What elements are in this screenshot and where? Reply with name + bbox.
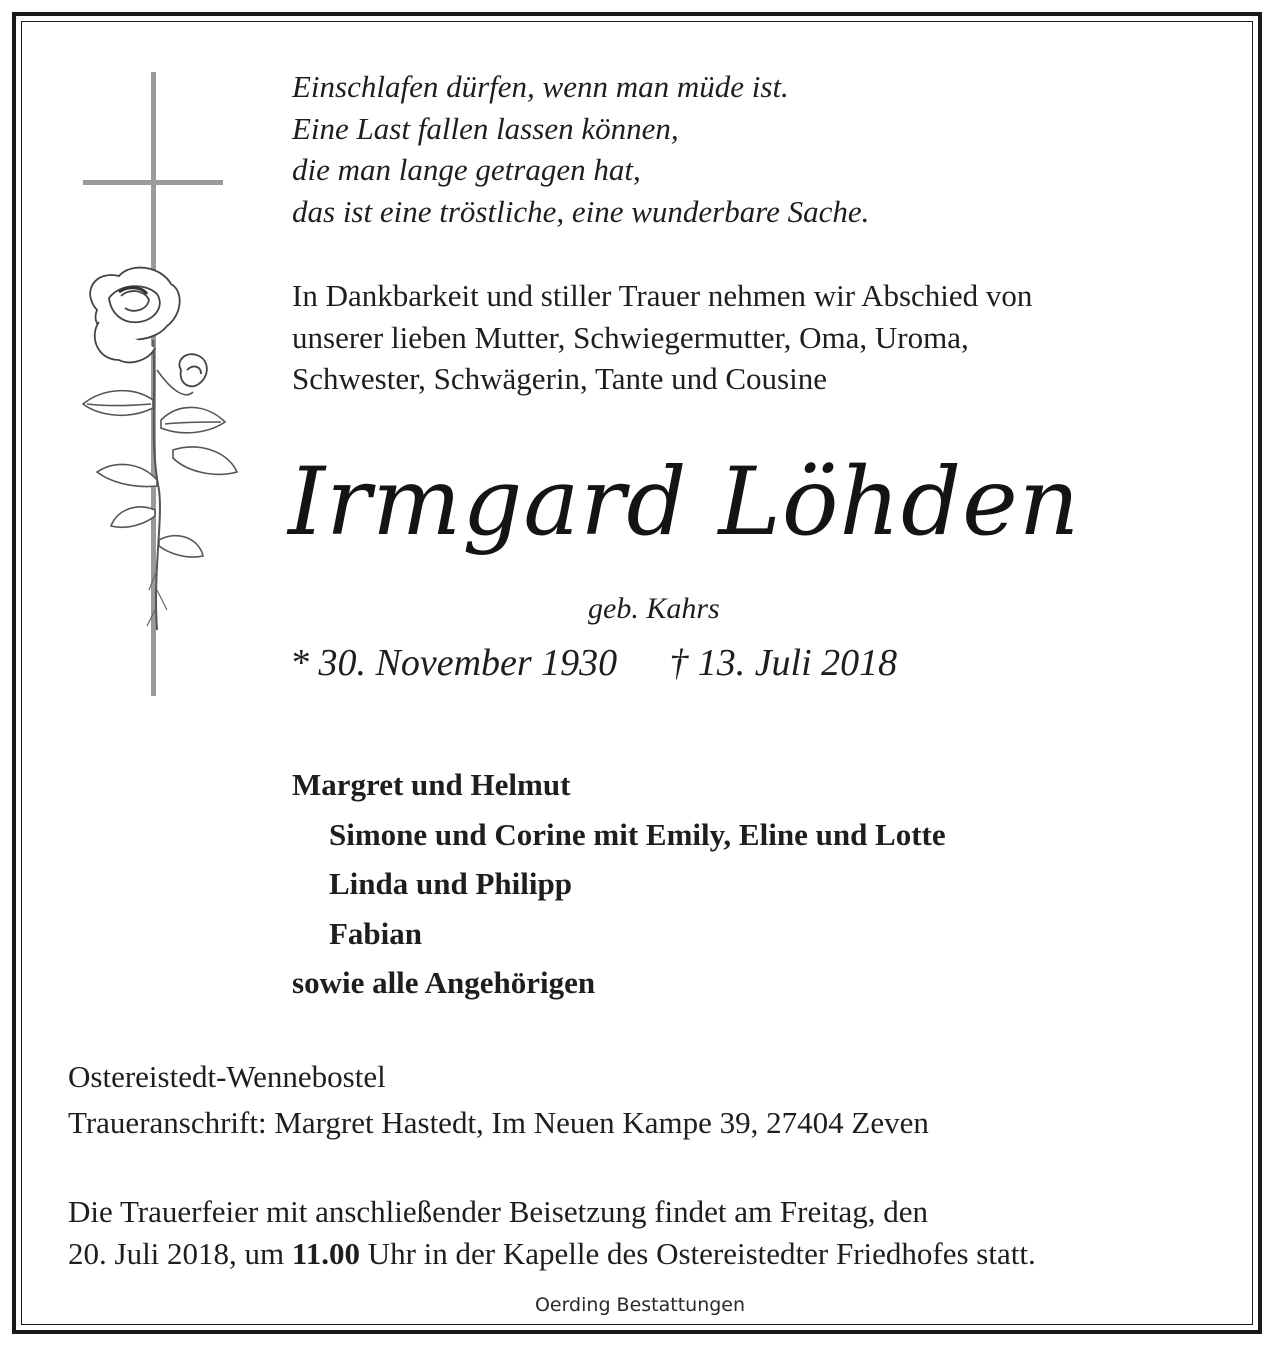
poem-line: die man lange getragen hat, xyxy=(292,152,641,187)
mourner-closing: sowie alle Angehörigen xyxy=(292,965,596,1000)
poem-line: Eine Last fallen lassen können, xyxy=(292,110,679,146)
intro-line: Schwester, Schwägerin, Tante und Cousine xyxy=(292,361,827,396)
ceremony-date: 20. Juli 2018, um xyxy=(68,1235,285,1271)
deceased-name: Irmgard Löhden xyxy=(288,448,1081,557)
mourner-primary: Margret und Helmut xyxy=(292,767,571,802)
ceremony-info xyxy=(68,1191,1036,1274)
poem-line: Einschlafen dürfen, wenn man müde ist. xyxy=(292,69,789,104)
maiden-name: geb. Kahrs xyxy=(588,592,720,625)
mourners-list xyxy=(292,760,946,1008)
address-block xyxy=(68,1054,929,1146)
funeral-home: Oerding Bestattungen xyxy=(534,1294,746,1316)
place-name: Ostereistedt-Wennebostel xyxy=(68,1059,386,1094)
ceremony-line: Die Trauerfeier mit anschließender Beisetzung findet am Freitag, den xyxy=(68,1194,928,1229)
poem xyxy=(292,66,869,232)
intro-line: In Dankbarkeit und stiller Trauer nehmen wir Abschied von xyxy=(292,278,1033,313)
ceremony-time: 11.00 xyxy=(291,1235,360,1271)
ceremony-line xyxy=(68,1233,1036,1275)
intro-line: unserer lieben Mutter, Schwiegermutter, Oma, Uroma, xyxy=(292,319,969,355)
mourner-grandchildren: Linda und Philipp xyxy=(329,866,572,901)
intro-text xyxy=(292,275,1032,400)
death-date: † 13. Juli 2018 xyxy=(669,642,898,684)
mourner-grandchildren: Simone und Corine mit Emily, Eline und Lotte xyxy=(329,816,946,852)
mourner-grandchildren: Fabian xyxy=(329,915,423,951)
poem-line: das ist eine tröstliche, eine wunderbare Sache. xyxy=(292,193,870,229)
ceremony-location: Uhr in der Kapelle des Ostereistedter Friedhofes statt. xyxy=(367,1235,1036,1271)
mourning-address: Traueranschrift: Margret Hastedt, Im Neuen Kampe 39, 27404 Zeven xyxy=(68,1105,929,1140)
life-dates xyxy=(290,640,897,686)
cross-with-rose-icon xyxy=(75,70,245,700)
birth-date: * 30. November 1930 xyxy=(290,642,618,684)
